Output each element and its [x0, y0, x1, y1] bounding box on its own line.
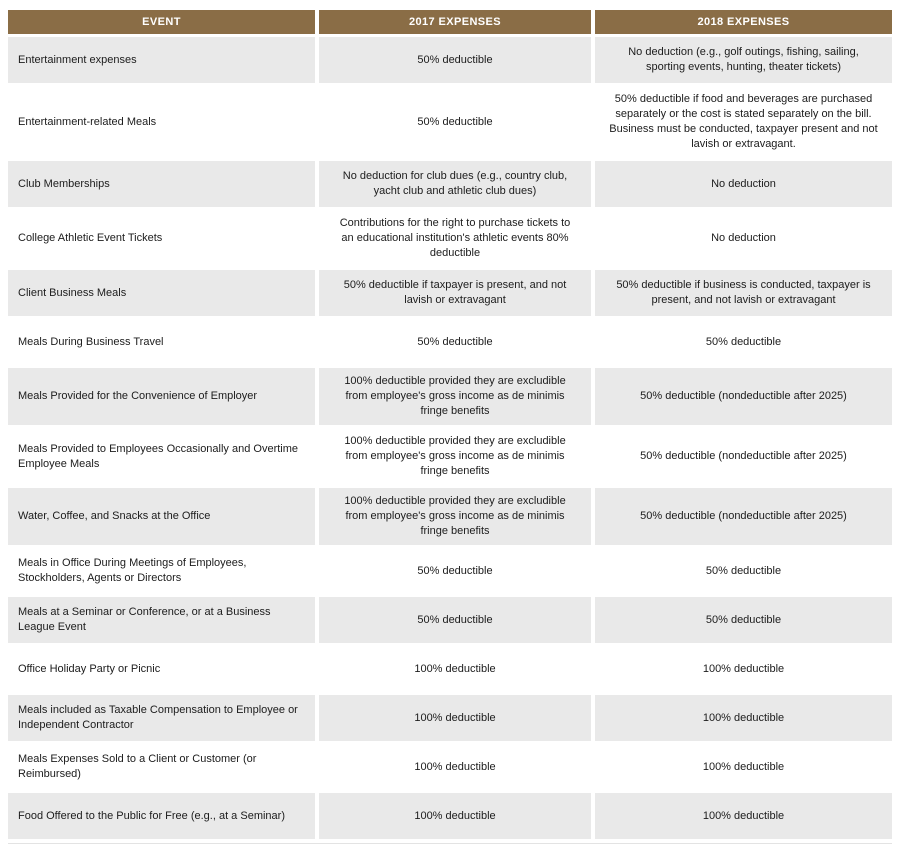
expenses-2017-cell: 50% deductible	[319, 86, 591, 158]
table-row	[8, 270, 892, 316]
expenses-2018-cell: 50% deductible if food and beverages are purchased separately or the cost is stated separately on the bill. Business must be conducted, taxpayer present and not lavish or extravagant.	[595, 86, 892, 158]
table-row	[8, 428, 892, 485]
expenses-2017-cell: 100% deductible provided they are excludible from employee's gross income as de minimis fringe benefits	[319, 488, 591, 545]
event-cell: Water, Coffee, and Snacks at the Office	[8, 488, 315, 545]
expenses-2018-cell: 100% deductible	[595, 744, 892, 790]
column-header-2017-expenses: 2017 EXPENSES	[319, 10, 591, 34]
table-row	[8, 210, 892, 267]
table-row	[8, 86, 892, 158]
table-row	[8, 744, 892, 790]
table-row	[8, 319, 892, 365]
expenses-2018-cell: No deduction	[595, 210, 892, 267]
event-cell: Meals Provided to Employees Occasionally and Overtime Employee Meals	[8, 428, 315, 485]
table-row	[8, 161, 892, 207]
table-row	[8, 488, 892, 545]
table-row	[8, 793, 892, 839]
expenses-2017-cell: 100% deductible	[319, 646, 591, 692]
expenses-2017-cell: 50% deductible	[319, 548, 591, 594]
expenses-2017-cell: No deduction for club dues (e.g., country club, yacht club and athletic club dues)	[319, 161, 591, 207]
event-cell: Meals Expenses Sold to a Client or Customer (or Reimbursed)	[8, 744, 315, 790]
event-cell: Office Holiday Party or Picnic	[8, 646, 315, 692]
table-row	[8, 597, 892, 643]
table-row	[8, 368, 892, 425]
expenses-2017-cell: 100% deductible provided they are excludible from employee's gross income as de minimis fringe benefits	[319, 368, 591, 425]
event-cell: Meals During Business Travel	[8, 319, 315, 365]
expenses-2017-cell: 50% deductible if taxpayer is present, and not lavish or extravagant	[319, 270, 591, 316]
expenses-2017-cell: 100% deductible	[319, 744, 591, 790]
expenses-comparison-table	[8, 10, 892, 844]
expenses-2018-cell: No deduction	[595, 161, 892, 207]
event-cell: Meals at a Seminar or Conference, or at a Business League Event	[8, 597, 315, 643]
column-header-event: EVENT	[8, 10, 315, 34]
column-header-2018-expenses: 2018 EXPENSES	[595, 10, 892, 34]
expenses-2017-cell: 100% deductible	[319, 695, 591, 741]
event-cell: Meals in Office During Meetings of Employees, Stockholders, Agents or Directors	[8, 548, 315, 594]
event-cell: Entertainment expenses	[8, 37, 315, 83]
event-cell: Food Offered to the Public for Free (e.g., at a Seminar)	[8, 793, 315, 839]
expenses-2017-cell: 50% deductible	[319, 319, 591, 365]
event-cell: Meals included as Taxable Compensation to Employee or Independent Contractor	[8, 695, 315, 741]
expenses-2018-cell: 100% deductible	[595, 646, 892, 692]
expenses-2018-cell: No deduction (e.g., golf outings, fishing, sailing, sporting events, hunting, theater tickets)	[595, 37, 892, 83]
event-cell: Meals Provided for the Convenience of Employer	[8, 368, 315, 425]
expenses-2018-cell: 50% deductible	[595, 548, 892, 594]
expenses-2018-cell: 50% deductible (nondeductible after 2025)	[595, 488, 892, 545]
expenses-2017-cell: Contributions for the right to purchase tickets to an educational institution's athletic events 80% deductible	[319, 210, 591, 267]
expenses-2018-cell: 50% deductible	[595, 319, 892, 365]
expenses-2018-cell: 50% deductible if business is conducted, taxpayer is present, and not lavish or extravagant	[595, 270, 892, 316]
expenses-2018-cell: 50% deductible (nondeductible after 2025)	[595, 368, 892, 425]
event-cell: Entertainment-related Meals	[8, 86, 315, 158]
event-cell: College Athletic Event Tickets	[8, 210, 315, 267]
table-row	[8, 646, 892, 692]
expenses-2017-cell: 100% deductible	[319, 793, 591, 839]
expenses-2018-cell: 100% deductible	[595, 695, 892, 741]
expenses-2017-cell: 50% deductible	[319, 37, 591, 83]
expenses-2018-cell: 50% deductible	[595, 597, 892, 643]
expenses-2018-cell: 50% deductible (nondeductible after 2025)	[595, 428, 892, 485]
expenses-2018-cell: 100% deductible	[595, 793, 892, 839]
table-row	[8, 548, 892, 594]
table-header-row	[8, 10, 892, 34]
event-cell: Club Memberships	[8, 161, 315, 207]
expenses-2017-cell: 100% deductible provided they are excludible from employee's gross income as de minimis fringe benefits	[319, 428, 591, 485]
event-cell: Client Business Meals	[8, 270, 315, 316]
table-row	[8, 695, 892, 741]
expenses-2017-cell: 50% deductible	[319, 597, 591, 643]
table-row	[8, 37, 892, 83]
